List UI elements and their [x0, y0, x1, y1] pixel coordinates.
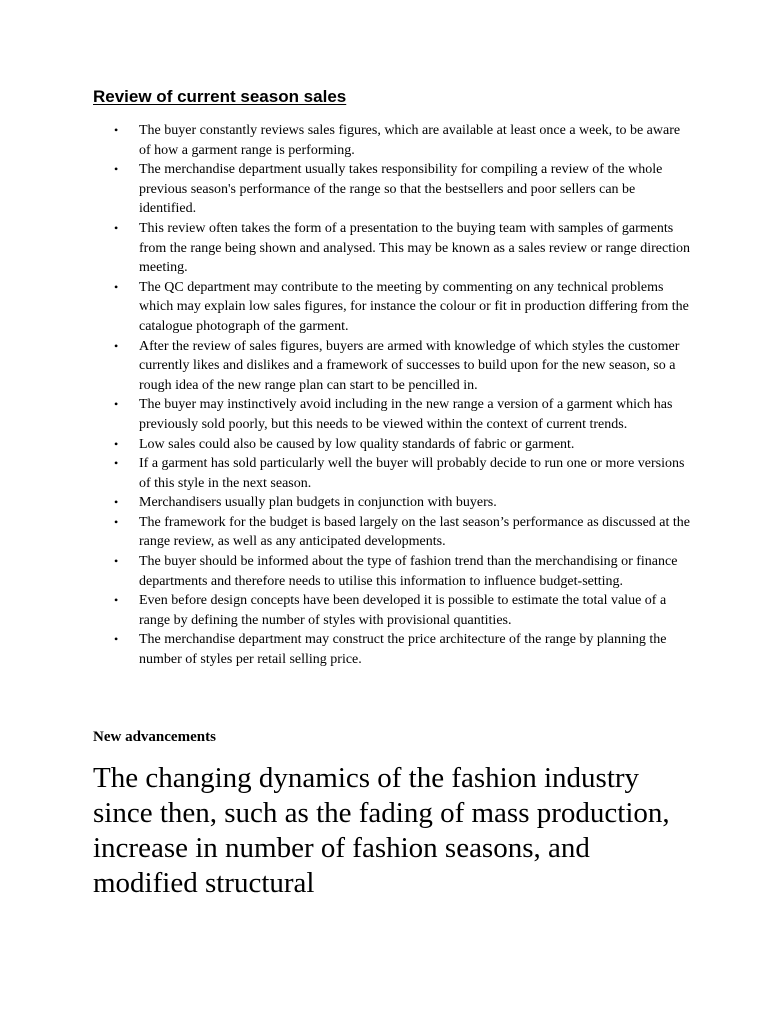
list-item: [93, 435, 693, 455]
list-item: [93, 395, 693, 434]
list-item: [93, 337, 693, 396]
list-item: [93, 630, 693, 669]
bullet-icon: •: [114, 397, 119, 412]
list-item-text: Low sales could also be caused by low quality standards of fabric or garment.: [139, 436, 575, 452]
bullet-icon: •: [114, 436, 119, 451]
bullet-icon: •: [114, 123, 119, 137]
list-item-text: This review often takes the form of a presentation to the buying team with samples of garments from the range being shown and analysed. This may be known as a sales review or range direction meeting.: [139, 220, 691, 276]
list-item: [93, 591, 693, 630]
list-item: [93, 513, 693, 552]
bullet-icon: •: [114, 554, 119, 569]
large-paragraph: The changing dynamics of the fashion industry since then, such as the fading of mass production, increase in number of fashion seasons, and modified structural: [93, 762, 670, 899]
list-item: [93, 454, 693, 493]
bullet-icon: •: [114, 220, 119, 235]
bullet-icon: •: [114, 338, 119, 353]
list-item: [93, 493, 693, 513]
list-item: [93, 121, 693, 160]
list-item-text: If a garment has sold particularly well the buyer will probably decide to run one or more versions of this style in the next season.: [139, 456, 685, 491]
list-item-text: The buyer constantly reviews sales figures, which are available at least once a week, to be aware of how a garment range is performing.: [139, 123, 681, 158]
list-item-text: Merchandisers usually plan budgets in conjunction with buyers.: [139, 495, 497, 511]
list-item: [93, 160, 693, 219]
list-item: [93, 278, 693, 337]
bullet-icon: •: [114, 279, 119, 294]
bullet-list: [93, 121, 693, 670]
bullet-icon: •: [114, 514, 119, 529]
list-item-text: After the review of sales figures, buyers are armed with knowledge of which styles the customer currently likes and dislikes and a framework of successes to build upon for the new season, so a rough idea of the new range plan can start to be pencilled in.: [139, 338, 680, 393]
list-item: [93, 219, 693, 278]
bullet-icon: •: [114, 593, 119, 608]
bullet-icon: •: [114, 162, 119, 177]
bullet-icon: •: [114, 495, 119, 510]
list-item-text: The merchandise department may construct the price architecture of the range by planning the number of styles per retail selling price.: [139, 632, 667, 668]
subsection-heading: New advancements: [93, 729, 216, 745]
list-item-text: The merchandise department usually takes responsibility for compiling a review of the whole previous season's performance of the range so that the bestsellers and poor sellers can be identified.: [139, 162, 663, 217]
bullet-icon: •: [114, 456, 119, 471]
list-item: [93, 552, 693, 591]
bullet-icon: •: [114, 632, 119, 647]
list-item-text: Even before design concepts have been developed it is possible to estimate the total value of a range by defining the number of styles with provisional quantities.: [139, 593, 667, 628]
list-item-text: The QC department may contribute to the meeting by commenting on any technical problems which may explain low sales figures, for instance the colour or fit in production differing from the catalogue photograph of the garment.: [139, 279, 689, 334]
list-item-text: The buyer should be informed about the type of fashion trend than the merchandising or finance departments and therefore needs to utilise this information to influence budget-setting.: [139, 554, 678, 589]
list-item-text: The framework for the budget is based largely on the last season’s performance as discussed at the range review, as well as any anticipated developments.: [139, 514, 691, 550]
list-item-text: The buyer may instinctively avoid including in the new range a version of a garment which has previously sold poorly, but this needs to be viewed within the context of current trends.: [139, 397, 673, 432]
section-heading: Review of current season sales: [93, 87, 347, 106]
